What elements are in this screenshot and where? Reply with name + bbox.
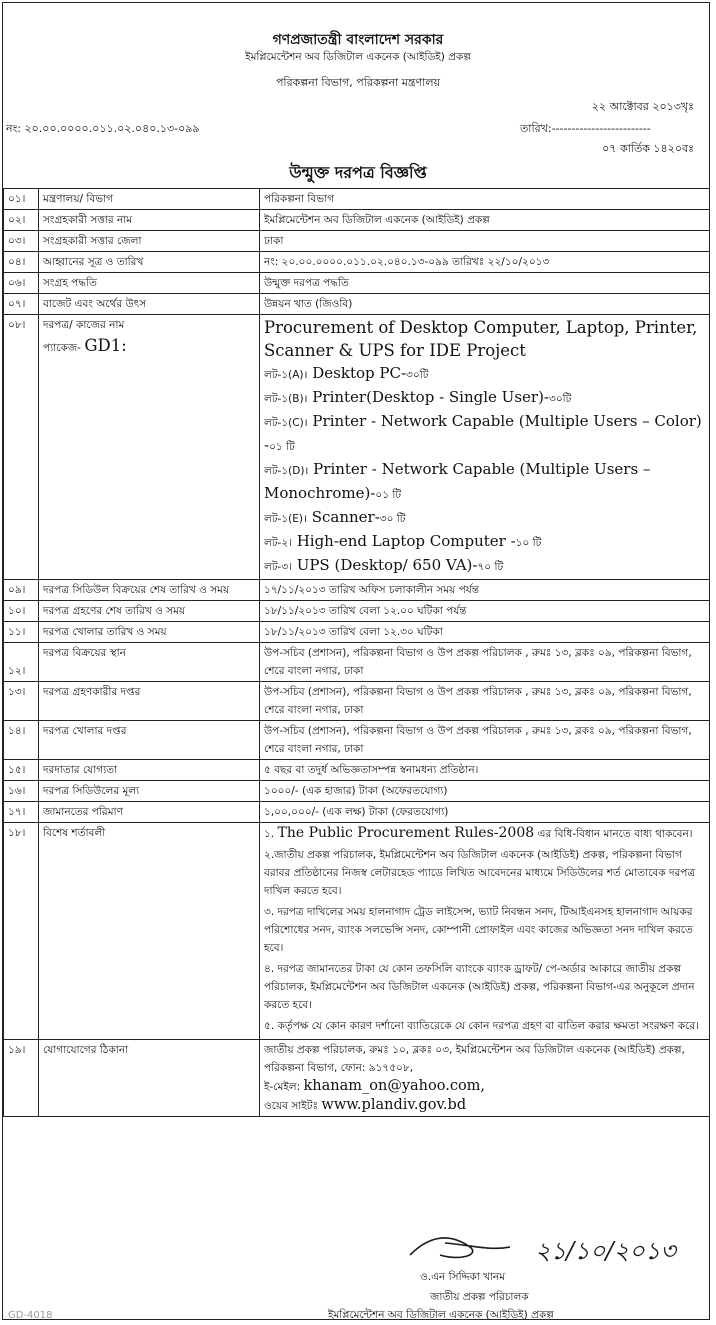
row-number: ০৯। [4, 580, 39, 601]
project-heading: ইমপ্লিমেন্টেশন অব ডিজিটাল একনেক (আইডিই) প্রকল্প [245, 51, 471, 63]
date-bangla: ০৭ কার্তিক ১৪২০বঃ [602, 142, 694, 155]
condition-1 [264, 824, 705, 843]
row-value: উন্মুক্ত দরপত্র পদ্ধতি [260, 273, 710, 294]
web-label: ওয়েব সাইটঃ [264, 1100, 322, 1112]
lot-item [264, 530, 705, 554]
lot-quantity: ১০ টি [515, 537, 542, 549]
row-label: দরপত্র খোলার দপ্তর [39, 721, 260, 760]
table-row [4, 622, 710, 643]
tender-table [3, 188, 710, 1117]
table-row [4, 580, 710, 601]
lot-text: Scanner- [306, 508, 380, 526]
lot-number: লট-১(B)। [264, 393, 308, 405]
row-label: বিশেষ শর্তাবলী [39, 823, 260, 1040]
condition-1-number: ১. [264, 828, 278, 840]
row-number: ০৩। [4, 231, 39, 252]
row-label: জামানতের পরিমাণ [39, 802, 260, 823]
condition-4: ৪. দরপত্র জামানতের টাকা যে কোন তফসিলি ব্যাংকে ব্যাংক ড্রাফট/ পে-অর্ডার আকারে জাতীয় প্রকল্প পরিচালক, ইমপ্লিমেন্টেশন অব ডিজিটাল একনেক (আইডিই) প্রকল্প, পরিকল্পনা বিভাগ-এর অনুকূলে প্রদান করতে হবে। [264, 963, 695, 1011]
condition-2: ২.জাতীয় প্রকল্প পরিচালক, ইমপ্লিমেন্টেশন অব ডিজিটাল একনেক (আইডিই) প্রকল্প, পরিকল্পনা বিভাগ বরাবর প্রতিষ্ঠানের নিজস্ব লেটারহেড প্যাডে লিখিত আবেদনের মাধ্যমে সিডিউলের শর্ত মোতাবেক দরপত্র দাখিল করতে হবে। [264, 849, 696, 897]
row-value: পরিকল্পনা বিভাগ [260, 189, 710, 210]
email-label: ই-মেইল: [264, 1081, 304, 1093]
contact-web-line [264, 1096, 705, 1115]
date-label: তারিখ:------------------------- [520, 122, 651, 135]
table-row [4, 231, 710, 252]
lot-item [264, 386, 705, 410]
lot-text: High-end Laptop Computer - [291, 532, 516, 550]
row-number: ০৮। [4, 315, 39, 580]
lot-quantity: ৭০ টি [477, 561, 504, 573]
row-number: ১৩। [4, 682, 39, 721]
contact-email-line [264, 1077, 705, 1096]
row-label: সংগ্রহকারী সত্তার নাম [39, 210, 260, 231]
row-number: ১০। [4, 601, 39, 622]
table-row [4, 601, 710, 622]
table-row [4, 273, 710, 294]
table-row [4, 643, 710, 682]
table-row [4, 252, 710, 273]
row-label: বাজেট এবং অর্থের উৎস [39, 294, 260, 315]
lot-item [264, 458, 705, 506]
row-label: দরপত্র গ্রহণের শেষ তারিখ ও সময় [39, 601, 260, 622]
row-label: দরপত্র গ্রহণকারীর দপ্তর [39, 682, 260, 721]
lot-number: লট-৩। [264, 561, 292, 573]
lot-quantity: ০১ টি [269, 441, 295, 453]
lot-number: লট-১(D)। [264, 465, 309, 477]
package-label [43, 334, 255, 357]
handwritten-date: ২১/১০/২০১৩ [535, 1237, 676, 1265]
row-label: আহ্বানের সূত্র ও তারিখ [39, 252, 260, 273]
condition-1-text: এর বিধি-বিধান মানতে বাধ্য থাকবেন। [534, 828, 693, 840]
division-heading: পরিকল্পনা বিভাগ, পরিকল্পনা মন্ত্রণালয় [275, 76, 441, 89]
package-prefix: প্যাকেজ- [43, 342, 81, 354]
lot-item [264, 362, 705, 386]
row-number: ১৬। [4, 781, 39, 802]
row-number: ১৮। [4, 823, 39, 1040]
lot-text: Printer - Network Capable (Multiple Users – Color) - [264, 412, 702, 454]
lot-number: লট-১(E)। [264, 513, 307, 525]
lot-item [264, 410, 705, 458]
row-number: ০৬। [4, 273, 39, 294]
row-number: ১৫। [4, 760, 39, 781]
table-row-package [4, 315, 710, 580]
work-name-label: দরপত্র/ কাজের নাম [43, 319, 125, 331]
row-value: উপ-সচিব (প্রশাসন), পরিকল্পনা বিভাগ ও উপ প্রকল্প পরিচালক , রুমঃ ১৩, ব্লকঃ ০৯, পরিকল্পনা বিভাগ, শেরে বাংলা নগার, ঢাকা [260, 721, 710, 760]
lot-text: Printer(Desktop - Single User)- [307, 388, 549, 406]
row-value: ঢাকা [260, 231, 710, 252]
package-code: GD1: [84, 336, 127, 355]
row-number: ১৪। [4, 721, 39, 760]
contact-address: জাতীয় প্রকল্প পরিচালক, রুমঃ ১০, ব্লকঃ ০৩, ইমপ্লিমেন্টেশন অব ডিজিটাল একনেক (আইডিই) প্রকল্প, পরিকল্পনা বিভাগ, ফোন: ৯১৭৫০৮, [264, 1044, 685, 1074]
row-value: নং: ২০.০০.০০০০.০১১.০২.০৪০.১৩-০৯৯ তারিখঃ ২২/১০/২০১৩ [260, 252, 710, 273]
row-label: সংগ্রহ পদ্ধতি [39, 273, 260, 294]
row-value: উন্নয়ন খাত (জিওবি) [260, 294, 710, 315]
memo-number: নং: ২০.০০.০০০০.০১১.০২.০৪০.১৩-০৯৯ [6, 122, 200, 135]
lot-item [264, 506, 705, 530]
lot-text: Printer - Network Capable (Multiple Users – Monochrome)- [264, 460, 651, 502]
row-label: দরপত্র বিক্রয়ের স্থান [39, 643, 260, 682]
row-value [260, 315, 710, 580]
row-value: ইমপ্লিমেন্টেশন অব ডিজিটাল একনেক (আইডিই) প্রকল্প [260, 210, 710, 231]
lot-number: লট-২। [264, 537, 292, 549]
lot-text: Desktop PC- [307, 364, 407, 382]
row-number: ০২। [4, 210, 39, 231]
signatory-name-text: ও.এন সিদ্দিকা খানম [420, 1271, 506, 1283]
row-label: দরপত্র সিডিউল বিক্রয়ের শেষ তারিখ ও সময় [39, 580, 260, 601]
row-value: ১০০০/- (এক হাজার) টাকা (অফেরতযোগ্য) [260, 781, 710, 802]
lot-quantity: ০১ টি [375, 489, 402, 501]
row-label: মন্ত্রণালয়/ বিভাগ [39, 189, 260, 210]
row-number: ০৪। [4, 252, 39, 273]
lot-text: UPS (Desktop/ 650 VA)- [291, 556, 478, 574]
signatory-designation: জাতীয় প্রকল্প পরিচালক [430, 1291, 529, 1303]
table-row [4, 760, 710, 781]
website-link[interactable]: www.plandiv.gov.bd [321, 1097, 467, 1113]
lot-quantity: ৩০টি [406, 369, 429, 381]
row-label: সংগ্রহকারী সত্তার জেলা [39, 231, 260, 252]
row-value: উপ-সচিব (প্রশাসন), পরিকল্পনা বিভাগ ও উপ প্রকল্প পরিচালক , রুমঃ ১৩, ব্লকঃ ০৯, পরিকল্পনা বিভাগ, শেরে বাংলা নগার, ঢাকা [260, 682, 710, 721]
row-value: ১৭/১১/২০১৩ তারিখ অফিস চলাকালীন সময় পর্যন্ত [260, 580, 710, 601]
lot-quantity: ৩০টি [549, 393, 572, 405]
row-value: ৫ বছর বা তদুর্ধ অভিজ্ঞতাসম্পন্ন স্বনামধন্য প্রতিষ্ঠান। [260, 760, 710, 781]
row-label: দরপত্র সিডিউলের মূল্য [39, 781, 260, 802]
row-label: যোগাযোগের ঠিকানা [39, 1040, 260, 1117]
notice-title: উন্মুক্ত দরপত্র বিজ্ঞপ্তি [289, 163, 427, 182]
row-value: ১,০০,০০০/- (এক লক্ষ) টাকা (ফেরতযোগ্য) [260, 802, 710, 823]
lot-number: লট-১(A)। [264, 369, 308, 381]
table-row [4, 802, 710, 823]
table-row-contact [4, 1040, 710, 1117]
table-row [4, 210, 710, 231]
row-value [260, 1040, 710, 1117]
row-number: ১৭। [4, 802, 39, 823]
row-label: দরদাতার যোগ্যতা [39, 760, 260, 781]
condition-3: ৩. দরপত্র দাখিলের সময় হালনাগাদ ট্রেড লাইসেন্স, ভ্যাট নিবন্ধন সনদ, টিআইএনসহ হালনাগাদ আয়কর পরিশোধের সনদ, ব্যাংক সলভেন্সি সনদ, কোম্পানী প্রোফাইল এবং কাজের অভিজ্ঞতা সনদ দাখিল করতে হবে। [264, 906, 693, 954]
row-number: ১৯। [4, 1040, 39, 1117]
table-row [4, 189, 710, 210]
footer-code: GD-4018 [8, 1310, 53, 1321]
procurement-title: Procurement of Desktop Computer, Laptop, Printer, Scanner & UPS for IDE Project [264, 318, 698, 360]
signatory-project: ইমপ্লিমেন্টেশন অব ডিজিটাল একনেক (আইডিই) প্রকল্প [328, 1309, 554, 1321]
row-value [260, 823, 710, 1040]
table-row [4, 294, 710, 315]
row-number: ১১। [4, 622, 39, 643]
email-link[interactable]: khanam_on@yahoo.com, [303, 1078, 486, 1094]
table-row [4, 781, 710, 802]
row-label: দরপত্র খোলার তারিখ ও সময় [39, 622, 260, 643]
government-heading: গণপ্রজাতন্ত্রী বাংলাদেশ সরকার [272, 32, 444, 48]
row-value: উপ-সচিব (প্রশাসন), পরিকল্পনা বিভাগ ও উপ প্রকল্প পরিচালক , রুমঃ ১৩, ব্লকঃ ০৯, পরিকল্পনা বিভাগ, শেরে বাংলা নগার, ঢাকা [260, 643, 710, 682]
row-value: ১৮/১১/২০১৩ তারিখ বেলা ১২.৩০ ঘটিকা [260, 622, 710, 643]
signature-mark [400, 1225, 710, 1275]
lot-item [264, 554, 705, 578]
condition-5: ৫. কর্তৃপক্ষ যে কোন কারণ দর্শানো ব্যাতিরেকে যে কোন দরপত্র গ্রহণ বা বাতিল করার ক্ষমতা সংরক্ষণ করে। [264, 1020, 699, 1032]
lot-number: লট-১(C)। [264, 417, 308, 429]
row-number: ১২। [4, 643, 39, 682]
table-row [4, 682, 710, 721]
table-row [4, 721, 710, 760]
lot-quantity: ৩০ টি [379, 513, 406, 525]
row-label [39, 315, 260, 580]
condition-1-rules: The Public Procurement Rules-2008 [277, 825, 535, 841]
row-number: ০১। [4, 189, 39, 210]
row-value: ১৮/১১/২০১৩ তারিখ বেলা ১২.০০ ঘটিকা পর্যন্ত [260, 601, 710, 622]
date-english: ২২ আক্টোবর ২০১৩খৃঃ [591, 100, 694, 113]
row-number: ০৭। [4, 294, 39, 315]
table-row-conditions [4, 823, 710, 1040]
